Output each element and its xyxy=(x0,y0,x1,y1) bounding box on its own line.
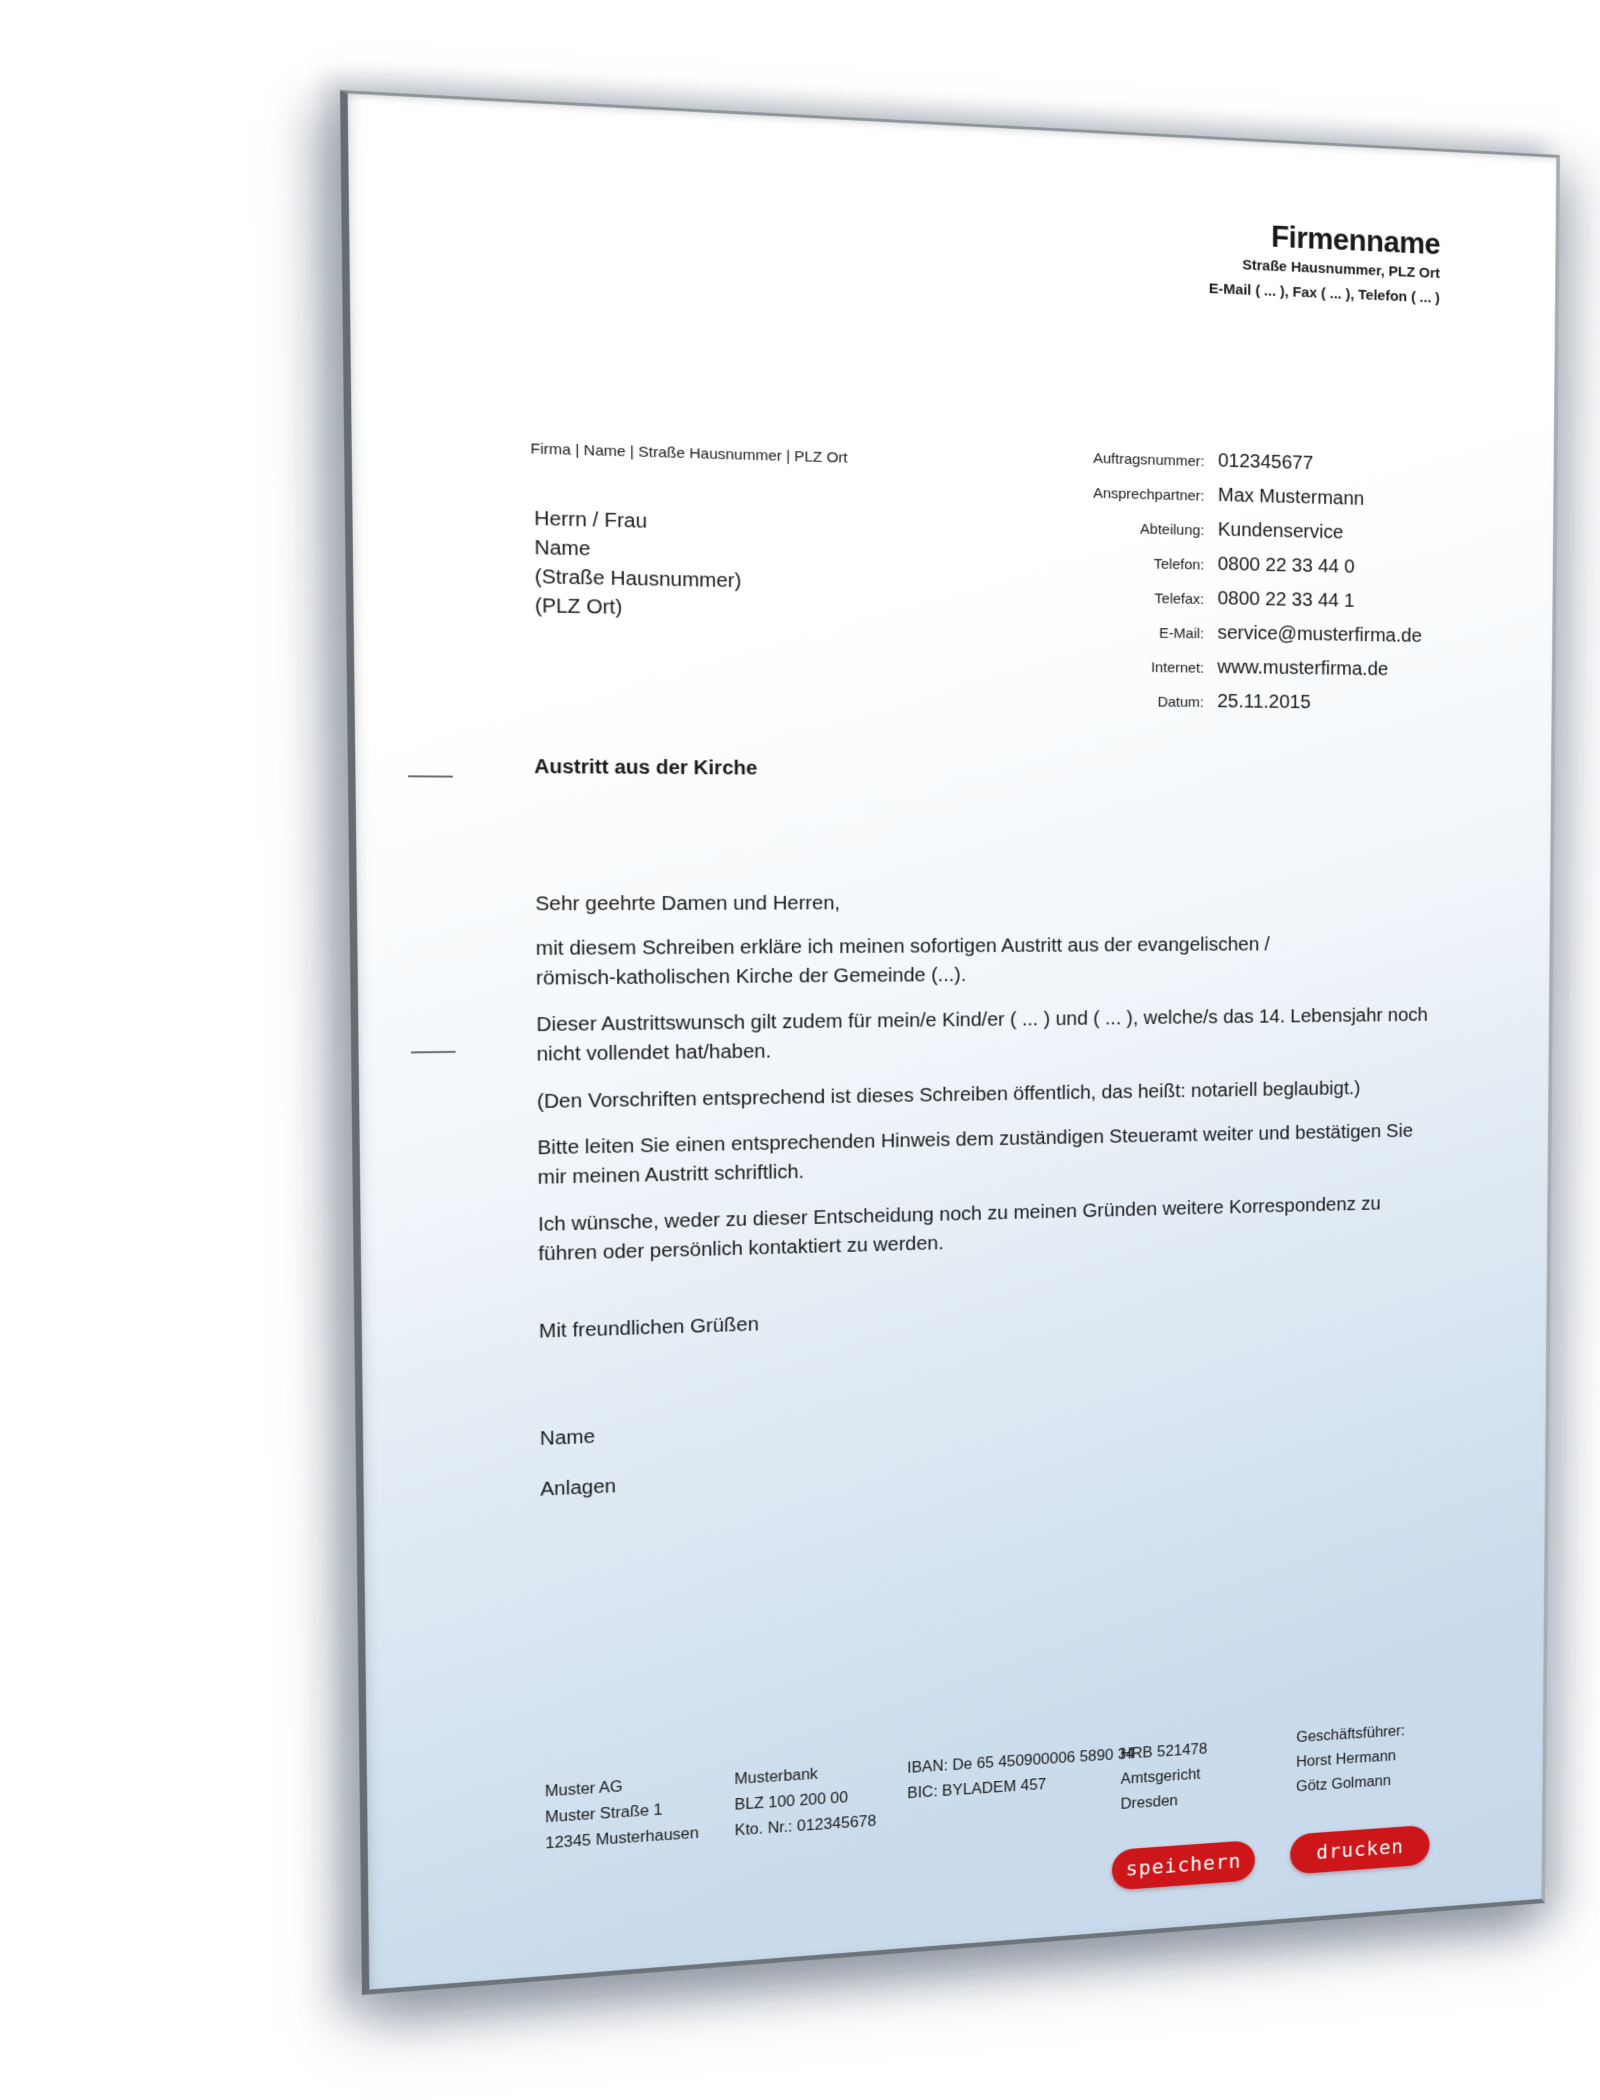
closing-formula: Mit freundlichen Grüßen xyxy=(538,1314,759,1343)
recipient-line: Name xyxy=(534,537,591,561)
fold-mark xyxy=(411,1051,456,1054)
info-value: 0800 22 33 44 0 xyxy=(1217,553,1355,578)
footer-line: Götz Golmann xyxy=(1296,1773,1392,1796)
info-label: Telefax: xyxy=(1154,590,1205,608)
footer-line: Muster AG xyxy=(544,1778,623,1801)
letter-page xyxy=(340,90,1560,1995)
footer-line: Dresden xyxy=(1120,1793,1178,1813)
reference-info-block xyxy=(890,440,1453,727)
footer-line: HRB 521478 xyxy=(1120,1741,1208,1763)
recipient-line: (Straße Hausnummer) xyxy=(534,566,742,593)
letter-body xyxy=(535,888,1513,1505)
info-value: service@musterfirma.de xyxy=(1217,622,1422,647)
info-value: Max Mustermann xyxy=(1217,484,1365,510)
body-paragraph: Ich wünsche, weder zu dieser Entscheidung noch zu meinen Gründen weitere Korrespondenz zu führen oder persönlich kontaktiert zu werden. xyxy=(537,1193,1381,1266)
letterhead-contact-line: E-Mail ( ... ), Fax ( ... ), Telefon ( ... ) xyxy=(1208,280,1440,307)
subject-line: Austritt aus der Kirche xyxy=(534,756,758,780)
footer-line: Amtsgericht xyxy=(1120,1766,1201,1788)
info-label: Ansprechpartner: xyxy=(1093,485,1205,505)
signature-name: Name xyxy=(539,1426,596,1450)
body-paragraph: Bitte leiten Sie einen entsprechenden Hinweis dem zuständigen Steueramt weiter und bestätigen Sie mir meinen Austritt schriftlich. xyxy=(537,1120,1413,1189)
footer-line: Horst Hermann xyxy=(1296,1748,1397,1771)
footer-line: BLZ 100 200 00 xyxy=(734,1789,849,1814)
salutation: Sehr geehrte Damen und Herren, xyxy=(535,892,841,916)
info-label: Auftragsnummer: xyxy=(1093,450,1205,470)
footer-line: Geschäftsführer: xyxy=(1296,1723,1406,1746)
recipient-line: (PLZ Ort) xyxy=(534,595,623,619)
info-label: E-Mail: xyxy=(1159,625,1205,643)
footer-line: IBAN: De 65 450900006 5890 34 xyxy=(907,1746,1135,1777)
info-value: 0800 22 33 44 1 xyxy=(1217,588,1355,612)
footer-line: Kto. Nr.: 012345678 xyxy=(734,1813,877,1840)
info-value: Kundenservice xyxy=(1217,519,1344,544)
letterhead-address-line: Straße Hausnummer, PLZ Ort xyxy=(1242,256,1440,282)
print-button[interactable]: drucken xyxy=(1290,1825,1430,1875)
footer-managing-directors xyxy=(1296,1719,1405,1800)
letterhead-company-name: Firmenname xyxy=(1270,219,1441,261)
footer-bank-details xyxy=(734,1758,876,1844)
body-paragraph: Dieser Austrittswunsch gilt zudem für mein/e Kind/er ( ... ) und ( ... ), welche/s das 14. Lebensjahr noch nicht vollendet hat/haben. xyxy=(536,1004,1428,1066)
body-paragraph: (Den Vorschriften entsprechend ist dieses Schreiben öffentlich, das heißt: notariell beglaubigt.) xyxy=(536,1078,1361,1113)
info-label: Internet: xyxy=(1151,659,1204,677)
letterhead xyxy=(1209,217,1440,312)
info-label: Abteilung: xyxy=(1140,521,1205,539)
footer-company-address xyxy=(545,1769,699,1857)
enclosures-note: Anlagen xyxy=(540,1475,617,1501)
fold-mark xyxy=(408,775,453,777)
sender-return-address-line: Firma | Name | Straße Hausnummer | PLZ Ort xyxy=(530,440,848,467)
info-value: www.musterfirma.de xyxy=(1217,656,1389,681)
recipient-line: Herrn / Frau xyxy=(534,507,648,533)
body-paragraph: mit diesem Schreiben erkläre ich meinen sofortigen Austritt aus der evangelischen / römisch-katholischen Kirche der Gemeinde (...). xyxy=(535,934,1270,990)
info-value: 012345677 xyxy=(1217,450,1314,475)
footer-line: BIC: BYLADEM 457 xyxy=(907,1776,1047,1802)
footer-register-court xyxy=(1121,1737,1208,1817)
footer-line: Muster Straße 1 xyxy=(545,1802,663,1827)
info-value: 25.11.2015 xyxy=(1217,691,1311,713)
recipient-address-block xyxy=(534,505,742,625)
save-button[interactable]: speichern xyxy=(1112,1840,1255,1891)
footer-line: Musterbank xyxy=(734,1766,818,1788)
footer-iban-bic xyxy=(907,1742,1135,1807)
footer-line: 12345 Musterhausen xyxy=(545,1825,699,1853)
info-label: Datum: xyxy=(1157,694,1204,711)
info-label: Telefon: xyxy=(1153,556,1205,574)
